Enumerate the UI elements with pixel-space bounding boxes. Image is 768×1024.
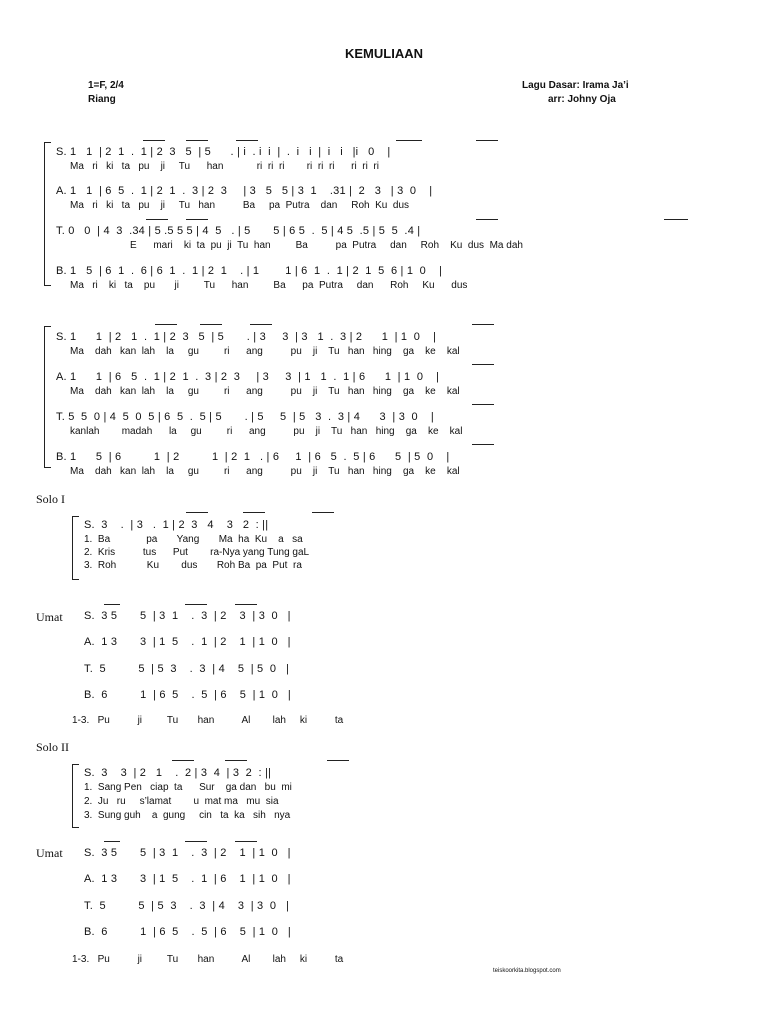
- beam-line: [476, 140, 498, 141]
- umat-2-soprano: S. 3 5 5 | 3 1 . 3 | 2 1 | 1 0 |: [84, 847, 291, 859]
- system-2-tenor-lyrics: kanlah madah la gu ri ang pu ji Tu han hing ga ke kal: [70, 426, 463, 437]
- umat-2-tenor: T. 5 5 | 5 3 . 3 | 4 3 | 3 0 |: [84, 900, 290, 912]
- beam-line: [250, 324, 272, 325]
- beam-line: [186, 219, 208, 220]
- system-1-brace: [44, 142, 51, 286]
- system-2-brace: [44, 326, 51, 468]
- key-signature: 1=F, 2/4: [88, 80, 124, 91]
- beam-line: [664, 219, 688, 220]
- umat-2-alto: A. 1 3 3 | 1 5 . 1 | 6 1 | 1 0 |: [84, 873, 291, 885]
- beam-line: [225, 760, 247, 761]
- beam-line: [235, 841, 257, 842]
- solo-1-verse-2: 2. Kris tus Put ra-Nya yang Tung gaL: [84, 547, 310, 558]
- system-1-tenor-notes: T. 0 0 | 4 3 .34 | 5 .5 5 5 | 4 5 . | 5 5 | 6 5 . 5 | 4 5 .5 | 5 5 .4 |: [56, 225, 421, 237]
- solo-1-label: Solo I: [36, 492, 66, 506]
- umat-1-label: Umat: [36, 610, 63, 624]
- tempo-marking: Riang: [88, 94, 116, 105]
- base-song-credit: Lagu Dasar: Irama Ja’i: [522, 80, 629, 91]
- beam-line: [472, 364, 494, 365]
- solo-2-brace: [72, 764, 79, 828]
- beam-line: [243, 512, 265, 513]
- system-1-bass-lyrics: Ma ri ki ta pu ji Tu han Ba pa Putra dan Roh Ku dus: [70, 280, 468, 291]
- solo-1-verse-1: 1. Ba pa Yang Ma ha Ku a sa: [84, 534, 303, 545]
- beam-line: [172, 760, 194, 761]
- beam-line: [186, 512, 208, 513]
- system-2-bass-notes: B. 1 5 | 6 1 | 2 1 | 2 1 . | 6 1 | 6 5 . 5 | 6 5 | 5 0 |: [56, 451, 450, 463]
- umat-1-tenor: T. 5 5 | 5 3 . 3 | 4 5 | 5 0 |: [84, 663, 290, 675]
- system-1-bass-notes: B. 1 5 | 6 1 . 6 | 6 1 . 1 | 2 1 . | 1 1 | 6 1 . 1 | 2 1 5 6 | 1 0 |: [56, 265, 443, 277]
- system-2-bass-lyrics: Ma dah kan lah la gu ri ang pu ji Tu han hing ga ke kal: [70, 466, 460, 477]
- song-title: KEMULIAAN: [345, 46, 423, 61]
- beam-line: [312, 512, 334, 513]
- system-2-alto-lyrics: Ma dah kan lah la gu ri ang pu ji Tu han hing ga ke kal: [70, 386, 460, 397]
- solo-1-brace: [72, 516, 79, 580]
- beam-line: [143, 140, 165, 141]
- umat-1-soprano: S. 3 5 5 | 3 1 . 3 | 2 3 | 3 0 |: [84, 610, 291, 622]
- system-1-alto-lyrics: Ma ri ki ta pu ji Tu han Ba pa Putra dan Roh Ku dus: [70, 200, 410, 211]
- beam-line: [155, 324, 177, 325]
- umat-1-bass: B. 6 1 | 6 5 . 5 | 6 5 | 1 0 |: [84, 689, 291, 701]
- beam-line: [472, 404, 494, 405]
- solo-2-verse-2: 2. Ju ru s’lamat u mat ma mu sia: [84, 796, 279, 807]
- solo-2-label: Solo II: [36, 740, 69, 754]
- beam-line: [146, 219, 168, 220]
- umat-1-alto: A. 1 3 3 | 1 5 . 1 | 2 1 | 1 0 |: [84, 636, 291, 648]
- system-2-soprano-lyrics: Ma dah kan lah la gu ri ang pu ji Tu han hing ga ke kal: [70, 346, 460, 357]
- arranger-credit: arr: Johny Oja: [548, 94, 616, 105]
- beam-line: [476, 219, 498, 220]
- solo-1-verse-3: 3. Roh Ku dus Roh Ba pa Put ra: [84, 560, 302, 571]
- umat-1-lyrics: 1-3. Pu ji Tu han Al lah ki ta: [72, 715, 344, 726]
- footer-url: teiskoorkita.blogspot.com: [493, 968, 561, 974]
- beam-line: [185, 604, 207, 605]
- beam-line: [327, 760, 349, 761]
- solo-2-verse-1: 1. Sang Pen ciap ta Sur ga dan bu mi: [84, 782, 292, 793]
- beam-line: [104, 604, 120, 605]
- system-1-soprano-lyrics: Ma ri ki ta pu ji Tu han ri ri ri ri ri ri ri ri ri: [70, 161, 379, 172]
- system-2-soprano-notes: S. 1 1 | 2 1 . 1 | 2 3 5 | 5 . | 3 3 | 3 1 . 3 | 2 1 | 1 0 |: [56, 331, 437, 343]
- beam-line: [200, 324, 222, 325]
- beam-line: [235, 604, 257, 605]
- system-1-soprano-notes: S. 1 1 | 2 1 . 1 | 2 3 5 | 5 . | i . i i | . i i | i i |i 0 |: [56, 146, 391, 158]
- solo-2-verse-3: 3. Sung guh a gung cin ta ka sih nya: [84, 810, 291, 821]
- system-1-tenor-lyrics: E mari ki ta pu ji Tu han Ba pa Putra dan Roh Ku dus Ma dah: [130, 240, 523, 251]
- system-1-alto-notes: A. 1 1 | 6 5 . 1 | 2 1 . 3 | 2 3 | 3 5 5 | 3 1 .31 | 2 3 | 3 0 |: [56, 185, 433, 197]
- beam-line: [236, 140, 258, 141]
- umat-2-label: Umat: [36, 846, 63, 860]
- solo-2-notes: S. 3 3 | 2 1 . 2 | 3 4 | 3 2 : ||: [84, 767, 272, 779]
- system-2-alto-notes: A. 1 1 | 6 5 . 1 | 2 1 . 3 | 2 3 | 3 3 | 1 1 . 1 | 6 1 | 1 0 |: [56, 371, 440, 383]
- solo-1-notes: S. 3 . | 3 . 1 | 2 3 4 3 2 : ||: [84, 519, 269, 531]
- beam-line: [472, 444, 494, 445]
- beam-line: [396, 140, 422, 141]
- beam-line: [472, 324, 494, 325]
- beam-line: [185, 841, 207, 842]
- system-2-tenor-notes: T. 5 5 0 | 4 5 0 5 | 6 5 . 5 | 5 . | 5 5 | 5 3 . 3 | 4 3 | 3 0 |: [56, 411, 434, 423]
- umat-2-bass: B. 6 1 | 6 5 . 5 | 6 5 | 1 0 |: [84, 926, 291, 938]
- beam-line: [186, 140, 208, 141]
- beam-line: [104, 841, 120, 842]
- umat-2-lyrics: 1-3. Pu ji Tu han Al lah ki ta: [72, 954, 344, 965]
